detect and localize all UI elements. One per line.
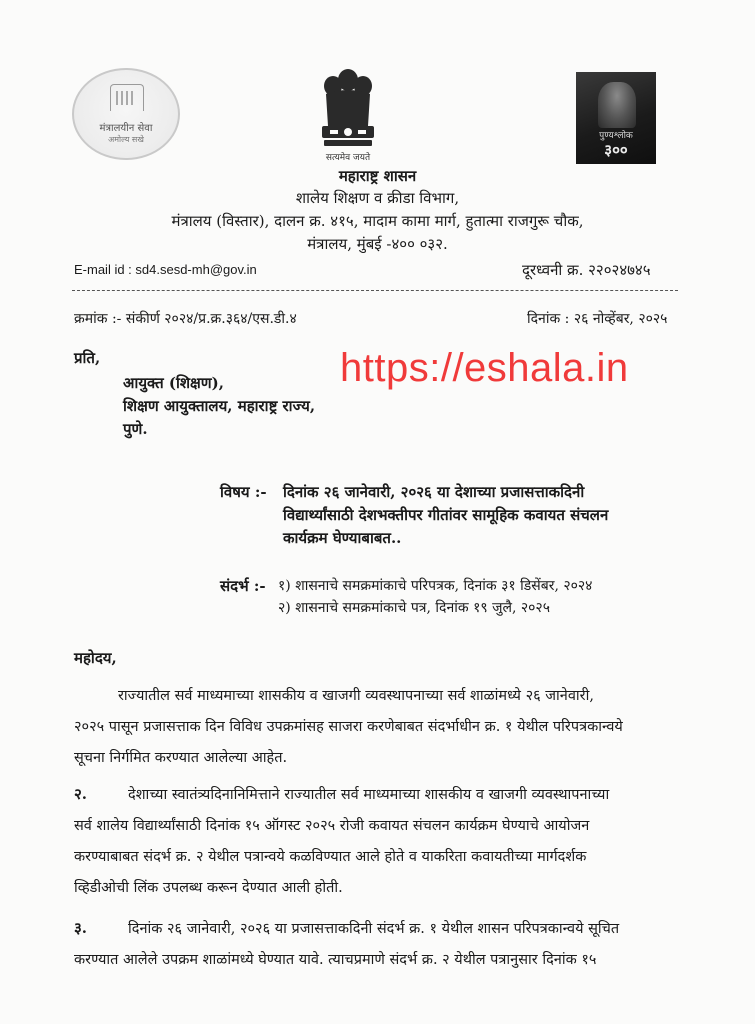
body-text-line: दिनांक २६ जानेवारी, २०२६ या प्रजासत्ताकदिनी संदर्भ क्र. १ येथील शासन परिपत्रकान्वये सूचित [128,921,620,937]
recipient-line: शिक्षण आयुक्तालय, महाराष्ट्र राज्य, [123,397,316,415]
address-line-1: मंत्रालय (विस्तार), दालन क्र. ४१५, मादाम कामा मार्ग, हुतात्मा राजगुरू चौक, [171,212,584,230]
header-divider [72,290,678,291]
body-text-line: करण्याबाबत संदर्भ क्र. २ येथील पत्रान्वये कळविण्यात आले होते व याकरिता कवायतीच्या मार्गदर्शक [74,849,587,865]
photo-number: ३०० [604,141,628,159]
recipient-line: आयुक्त (शिक्षण), [123,374,224,392]
paragraph-number: ३. [74,919,88,937]
body-text-line: २०२५ पासून प्रजासत्ताक दिन विविध उपक्रमांसह साजरा करणेबाबत संदर्भाधीन क्र. १ येथील परिपत्रकान्वये [74,719,623,735]
body-text-line: व्हिडीओची लिंक उपलब्ध करून देण्यात आली होती. [74,880,343,896]
subject-line: कार्यक्रम घेण्याबाबत.. [283,529,402,547]
website-watermark: https://eshala.in [340,346,629,390]
statue-figure [598,82,636,128]
subject-line: विद्यार्थ्यांसाठी देशभक्तीपर गीतांवर सामूहिक कवायत संचलन [283,506,609,524]
body-text-line: सूचना निर्गमित करण्यात आलेल्या आहेत. [74,750,288,766]
phone-number: दूरध्वनी क्र. २२०२४७४५ [522,261,651,279]
reference-item: १) शासनाचे समक्रमांकाचे परिपत्रक, दिनांक ३१ डिसेंबर, २०२४ [278,578,593,594]
email-address: E-mail id : sd4.sesd-mh@gov.in [74,262,257,277]
seal-subtext: अमोल्य सखे [108,135,144,144]
body-text-line: सर्व शालेय विद्यार्थ्यांसाठी दिनांक १५ ऑगस्ट २०२५ रोजी कवायत संचलन कार्यक्रम घेण्याचे आयोजन [74,818,590,834]
salutation: महोदय, [74,649,117,667]
government-title: महाराष्ट्र शासन [338,167,417,185]
ministry-seal-logo [72,68,180,160]
body-text-line: करण्यात आलेले उपक्रम शाळांमध्ये घेण्यात यावे. त्याचप्रमाणे संदर्भ क्र. २ येथील पत्रानुसार दिनांक १५ [74,952,597,968]
building-icon [110,84,144,111]
commemorative-photo [576,72,656,164]
body-text-line: देशाच्या स्वातंत्र्यदिनानिमित्ताने राज्यातील सर्व माध्यमाच्या शासकीय व खाजगी व्यवस्थापनाच्या [128,787,610,803]
subject-line: दिनांक २६ जानेवारी, २०२६ या देशाच्या प्रजासत्ताकदिनी [283,483,585,501]
letter-date: दिनांक : २६ नोव्हेंबर, २०२५ [527,311,668,327]
subject-label: विषय :- [220,483,267,501]
address-line-2: मंत्रालय, मुंबई -४०० ०३२. [307,235,448,253]
photo-caption: पुण्यश्लोक [599,131,633,141]
national-emblem-icon [308,64,388,164]
department-name: शालेय शिक्षण व क्रीडा विभाग, [295,189,460,207]
reference-item: २) शासनाचे समक्रमांकाचे पत्र, दिनांक १९ जुलै, २०२५ [278,600,550,616]
references-label: संदर्भ :- [220,577,266,595]
emblem-motto: सत्यमेव जयते [325,153,371,163]
seal-text: मंत्रालयीन सेवा [99,123,153,134]
recipient-label: प्रति, [74,349,101,367]
reference-number: क्रमांक :- संकीर्ण २०२४/प्र.क्र.३६४/एस.डी.४ [74,311,297,327]
paragraph-number: २. [74,785,88,803]
recipient-line: पुणे. [123,420,148,438]
body-text-line: राज्यातील सर्व माध्यमाच्या शासकीय व खाजगी व्यवस्थापनाच्या सर्व शाळांमध्ये २६ जानेवारी, [118,688,594,704]
